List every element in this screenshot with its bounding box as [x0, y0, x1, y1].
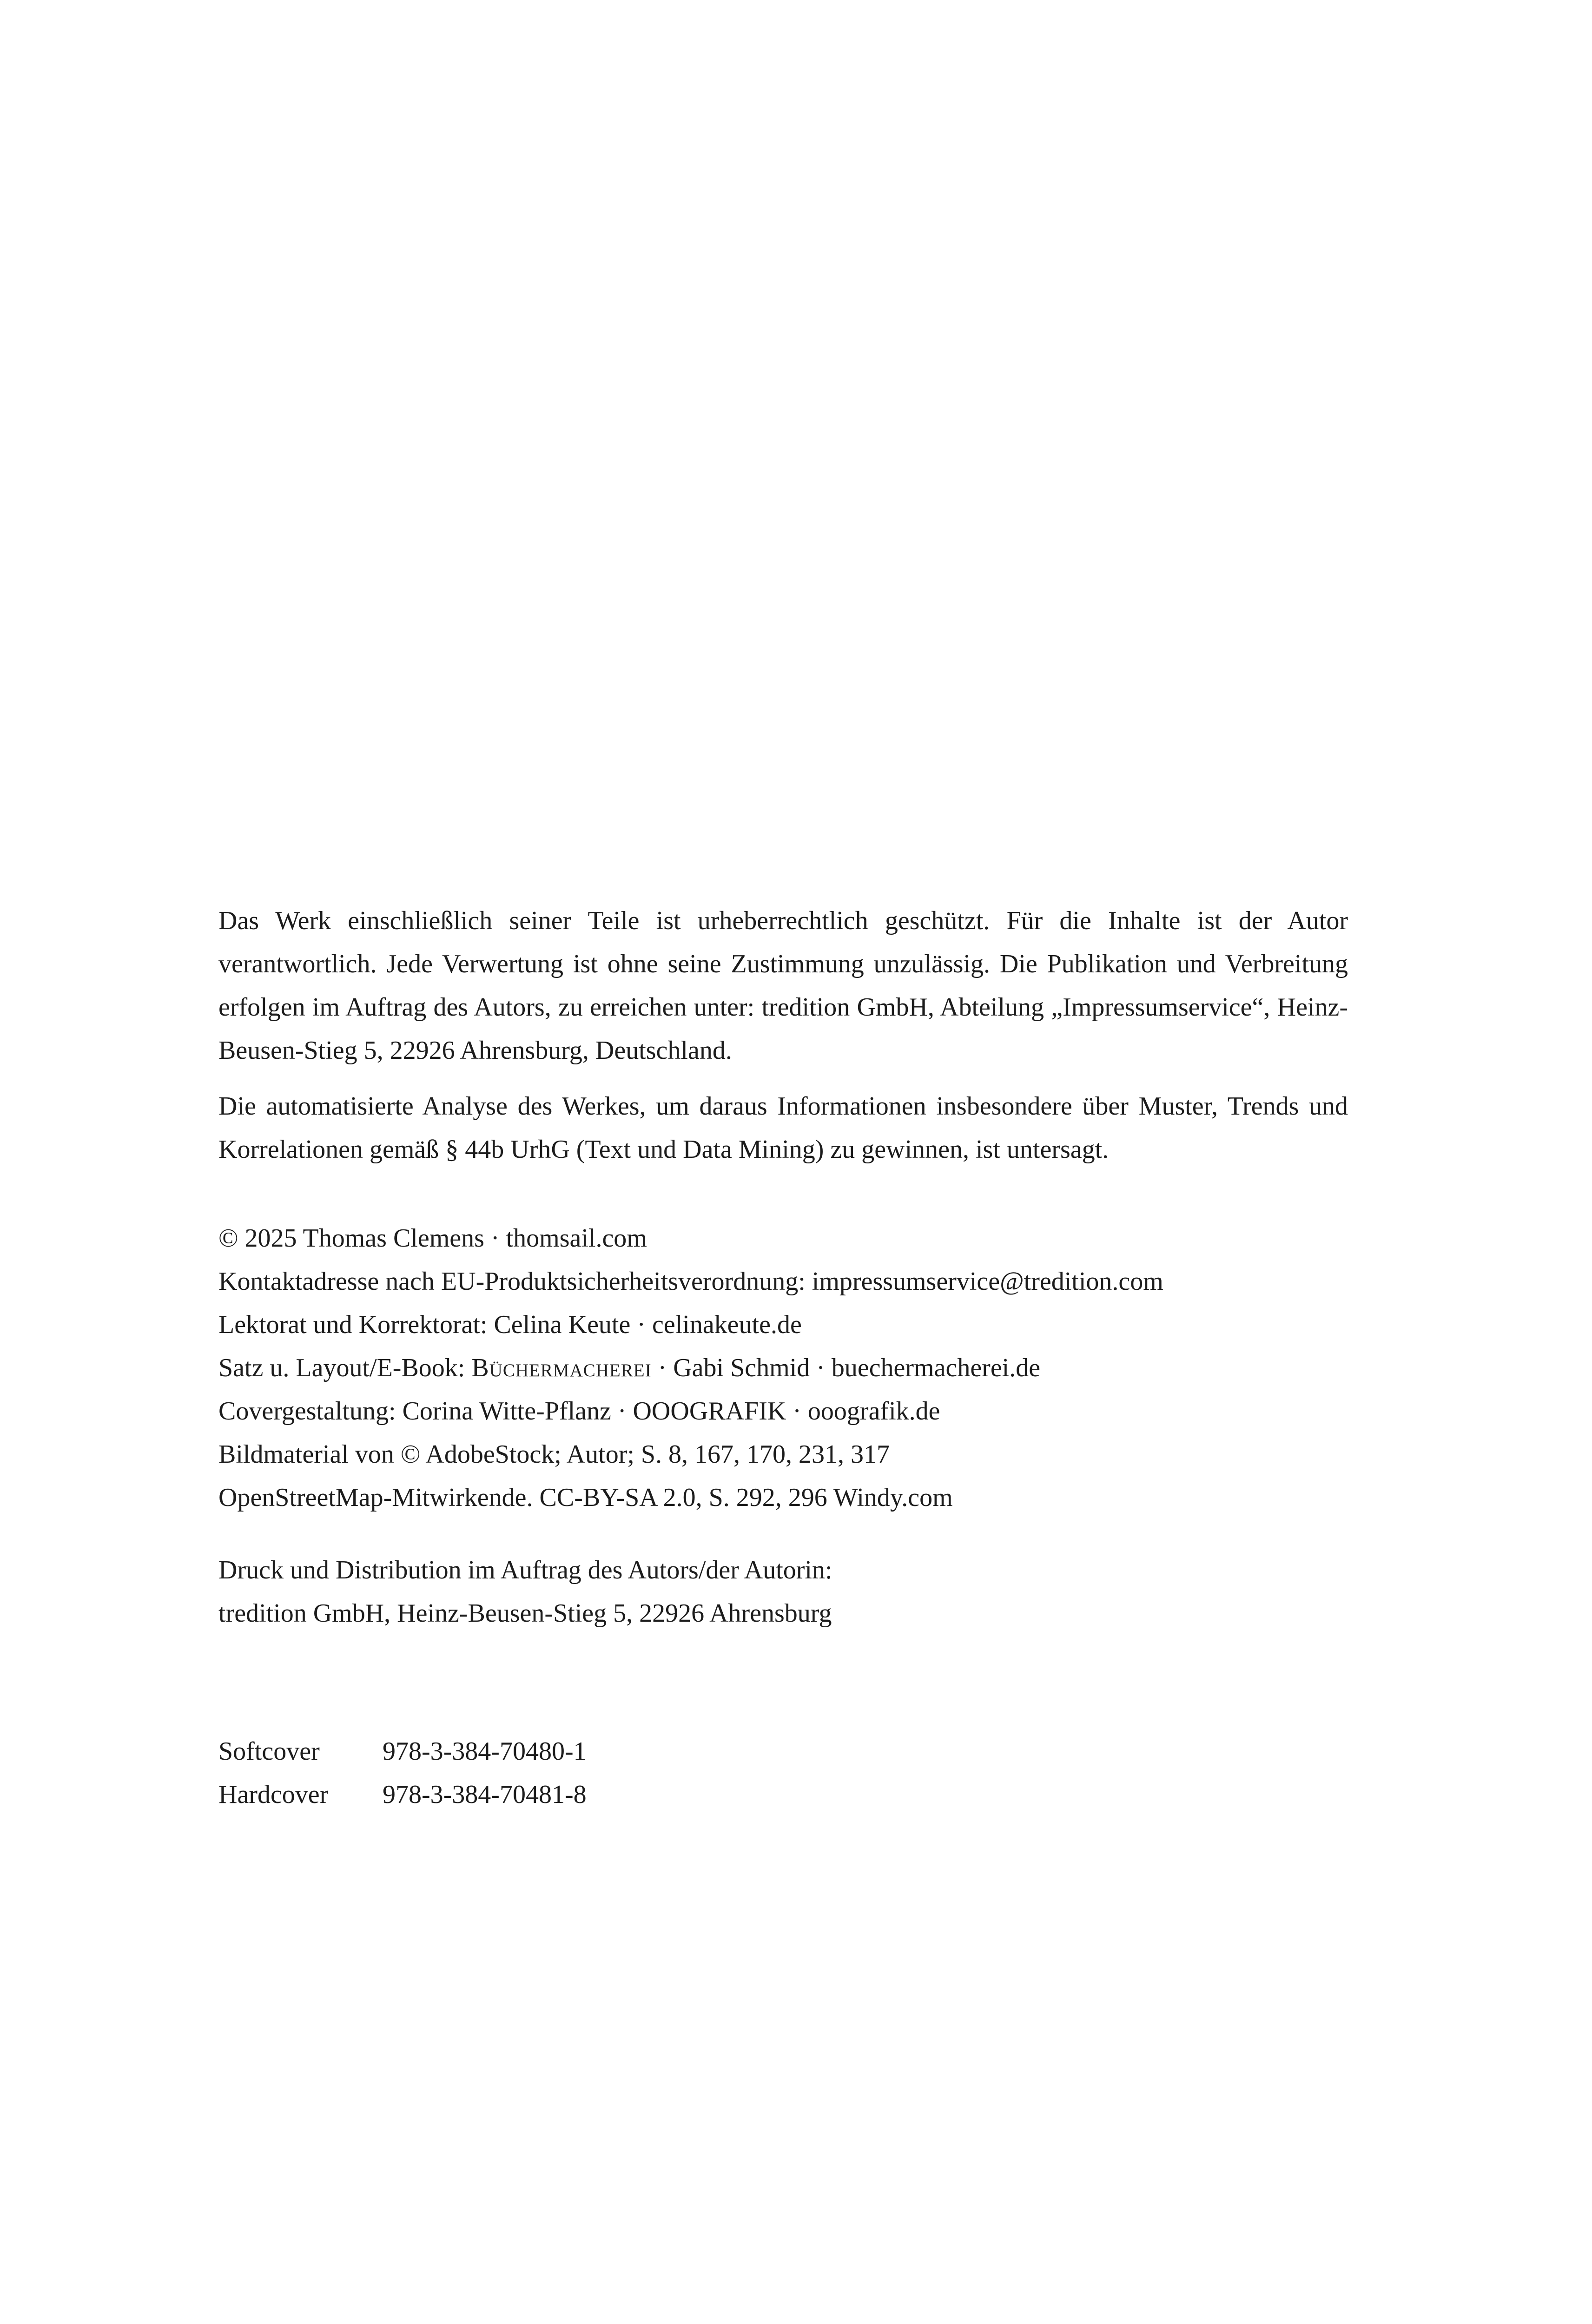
isbn-row-softcover	[218, 1730, 1348, 1773]
cover-line: Covergestaltung: Corina Witte-Pflanz · OOOGRAFIK · ooografik.de	[218, 1397, 940, 1426]
isbn-value: 978-3-384-70480-1	[383, 1737, 587, 1766]
layout-suffix: · Gabi Schmid · buechermacherei.de	[651, 1353, 1041, 1382]
credits-block	[218, 1217, 1348, 1519]
distribution-line-2: tredition GmbH, Heinz-Beusen-Stieg 5, 22926 Ahrensburg	[218, 1599, 832, 1628]
isbn-label: Softcover	[218, 1737, 320, 1766]
maps-line: OpenStreetMap-Mitwirkende. CC-BY-SA 2.0, S. 292, 296 Windy.com	[218, 1483, 953, 1512]
isbn-label: Hardcover	[218, 1780, 329, 1809]
copyright-paragraph: Das Werk einschließlich seiner Teile ist urheberrechtlich geschützt. Für die Inhalte ist der Autor verantwortlich. Jede Verwertung ist ohne seine Zustimmung unzulässig. Die Publikation und Verbreitung erfolgen im Auftrag des Autors, zu erreichen unter: tredition GmbH, Abteilung „Impressumservice“, Heinz-Beusen-Stieg 5, 22926 Ahrensburg, Deutschland.	[218, 906, 1348, 1065]
text-data-mining-paragraph: Die automatisierte Analyse des Werkes, um daraus Informationen insbesondere über Muster, Trends und Korrelationen gemäß § 44b UrhG (Text und Data Mining) zu gewinnen, ist untersagt.	[218, 1092, 1348, 1164]
legal-notice	[218, 899, 1348, 1171]
layout-line	[218, 1347, 1348, 1390]
images-line: Bildmaterial von © AdobeStock; Autor; S. 8, 167, 170, 231, 317	[218, 1440, 890, 1469]
contact-line: Kontaktadresse nach EU-Produktsicherheitsverordnung: impressumservice@tredition.com	[218, 1267, 1163, 1296]
isbn-value: 978-3-384-70481-8	[383, 1780, 587, 1809]
editing-line: Lektorat und Korrektorat: Celina Keute · celinakeute.de	[218, 1310, 802, 1339]
copyright-line: © 2025 Thomas Clemens · thomsail.com	[218, 1224, 647, 1253]
distribution-block	[218, 1549, 1348, 1635]
layout-studio-name: Büchermacherei	[471, 1353, 652, 1382]
isbn-row-hardcover	[218, 1773, 1348, 1816]
distribution-line-1: Druck und Distribution im Auftrag des Autors/der Autorin:	[218, 1556, 832, 1585]
layout-prefix: Satz u. Layout/E-Book:	[218, 1353, 472, 1382]
isbn-block	[218, 1730, 1348, 1816]
